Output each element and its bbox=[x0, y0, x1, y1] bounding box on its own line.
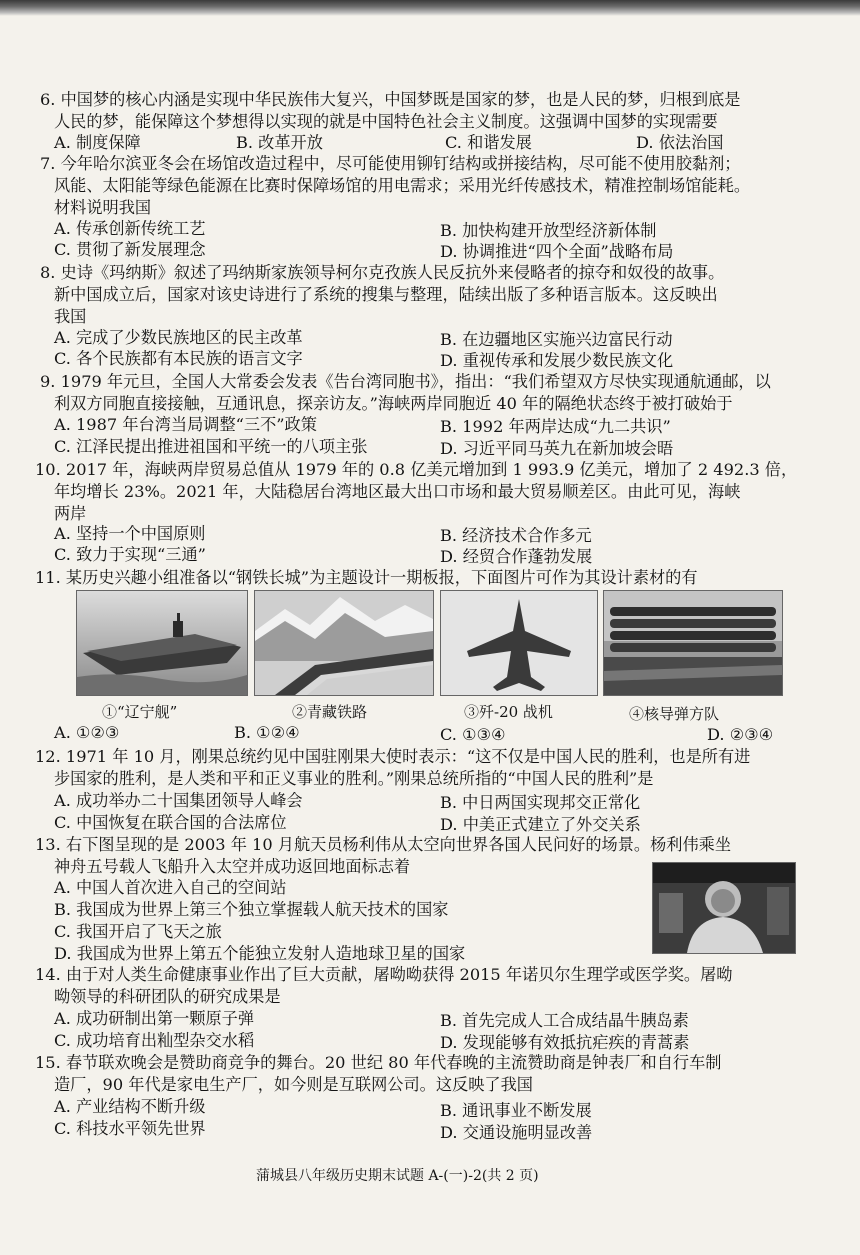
q9-stem-line-2: 利双方同胞直接接触，互通讯息，探亲访友。”海峡两岸同胞近 40 年的隔绝状态终于被打破始于 bbox=[54, 394, 733, 413]
q10-option-c: C. 致力于实现“三通” bbox=[54, 545, 206, 564]
page-footer: 蒲城县八年级历史期末试题 A-(一)-2(共 2 页) bbox=[256, 1168, 539, 1184]
astronaut-photo bbox=[652, 862, 796, 954]
q13-option-b: B. 我国成为世界上第三个独立掌握载人航天技术的国家 bbox=[54, 900, 449, 919]
q13-option-d: D. 我国成为世界上第五个能独立发射人造地球卫星的国家 bbox=[54, 944, 466, 963]
q9-option-d: D. 习近平同马英九在新加坡会晤 bbox=[440, 439, 674, 458]
q15-stem-line-1: 15. 春节联欢晚会是赞助商竞争的舞台。20 世纪 80 年代春晚的主流赞助商是钟表厂和自行车制 bbox=[35, 1053, 722, 1072]
q8-option-b: B. 在边疆地区实施兴边富民行动 bbox=[440, 330, 673, 349]
q12-option-d: D. 中美正式建立了外交关系 bbox=[440, 815, 641, 834]
photo-caption-2: ②青藏铁路 bbox=[292, 703, 368, 721]
q14-option-c: C. 成功培育出籼型杂交水稻 bbox=[54, 1031, 255, 1050]
q7-option-b: B. 加快构建开放型经济新体制 bbox=[440, 221, 657, 240]
q15-option-d: D. 交通设施明显改善 bbox=[440, 1123, 593, 1142]
q10-option-a: A. 坚持一个中国原则 bbox=[54, 524, 206, 543]
q15-option-b: B. 通讯事业不断发展 bbox=[440, 1101, 592, 1120]
q11-option-d: D. ②③④ bbox=[707, 725, 774, 744]
q13-option-a: A. 中国人首次进入自己的空间站 bbox=[54, 878, 287, 897]
q8-stem-line-1: 8. 史诗《玛纳斯》叙述了玛纳斯家族领导柯尔克孜族人民反抗外来侵略者的掠夺和奴役的故事。 bbox=[40, 263, 725, 282]
q12-option-b: B. 中日两国实现邦交正常化 bbox=[440, 793, 641, 812]
q8-option-c: C. 各个民族都有本民族的语言文字 bbox=[54, 349, 303, 368]
q8-stem-line-2: 新中国成立后，国家对该史诗进行了系统的搜集与整理，陆续出版了多种语言版本。这反映出 bbox=[54, 285, 718, 304]
photo-caption-1: ①“辽宁舰” bbox=[102, 703, 178, 721]
photo-caption-4: ④核导弹方队 bbox=[629, 705, 720, 723]
q15-stem-line-2: 造厂，90 年代是家电生产厂，如今则是互联网公司。这反映了我国 bbox=[54, 1075, 533, 1094]
q12-stem-line-1: 12. 1971 年 10 月，刚果总统约见中国驻刚果大使时表示：“这不仅是中国人民的胜利，也是所有进 bbox=[35, 747, 751, 766]
q7-stem-line-2: 风能、太阳能等绿色能源在比赛时保障场馆的用电需求；采用光纤传感技术，精准控制场馆能耗。 bbox=[54, 176, 751, 195]
photo-caption-3: ③歼-20 战机 bbox=[464, 703, 553, 721]
q10-stem-line-2: 年均增长 23%。2021 年，大陆稳居台湾地区最大出口市场和最大贸易顺差区。由此可见，海峡 bbox=[54, 482, 741, 501]
q6-option-b: B. 改革开放 bbox=[236, 133, 323, 152]
q6-option-a: A. 制度保障 bbox=[54, 133, 141, 152]
q7-stem-line-1: 7. 今年哈尔滨亚冬会在场馆改造过程中，尽可能使用铆钉结构或拼接结构，尽可能不使用胶黏剂； bbox=[40, 154, 741, 173]
q10-stem-line-1: 10. 2017 年，海峡两岸贸易总值从 1979 年的 0.8 亿美元增加到 1 993.9 亿美元，增加了 2 492.3 倍， bbox=[35, 460, 798, 479]
q13-stem-line-1: 13. 右下图呈现的是 2003 年 10 月航天员杨利伟从太空向世界各国人民问好的场景。杨利伟乘坐 bbox=[35, 835, 732, 854]
q7-stem-line-3: 材料说明我国 bbox=[54, 198, 152, 217]
q14-option-b: B. 首先完成人工合成结晶牛胰岛素 bbox=[440, 1011, 689, 1030]
q15-option-a: A. 产业结构不断升级 bbox=[54, 1097, 206, 1116]
q8-stem-line-3: 我国 bbox=[54, 307, 87, 326]
j20-fighter-photo bbox=[440, 590, 598, 696]
q14-option-d: D. 发现能够有效抵抗疟疾的青蒿素 bbox=[440, 1033, 690, 1052]
q12-stem-line-2: 步国家的胜利，是人类和平和正义事业的胜利。”刚果总统所指的“中国人民的胜利”是 bbox=[54, 769, 654, 788]
q12-option-c: C. 中国恢复在联合国的合法席位 bbox=[54, 813, 287, 832]
q9-stem-line-1: 9. 1979 年元旦，全国人大常委会发表《告台湾同胞书》，指出：“我们希望双方尽快实现通航通邮，以 bbox=[40, 372, 771, 391]
qinghai-tibet-railway-photo bbox=[254, 590, 434, 696]
q11-option-b: B. ①②④ bbox=[234, 723, 300, 742]
q14-option-a: A. 成功研制出第一颗原子弹 bbox=[54, 1009, 255, 1028]
q13-stem-line-2: 神舟五号载人飞船升入太空并成功返回地面标志着 bbox=[54, 857, 411, 876]
q6-stem-line-2: 人民的梦，能保障这个梦想得以实现的就是中国特色社会主义制度。这强调中国梦的实现需要 bbox=[54, 112, 718, 131]
liaoning-carrier-photo bbox=[76, 590, 248, 696]
q11-option-a: A. ①②③ bbox=[54, 723, 120, 742]
nuclear-missile-formation-photo bbox=[603, 590, 783, 696]
q6-stem-line-1: 6. 中国梦的核心内涵是实现中华民族伟大复兴，中国梦既是国家的梦，也是人民的梦，归根到底是 bbox=[40, 90, 741, 109]
q14-stem-line-1: 14. 由于对人类生命健康事业作出了巨大贡献，屠呦呦获得 2015 年诺贝尔生理学或医学奖。屠呦 bbox=[35, 965, 733, 984]
q15-option-c: C. 科技水平领先世界 bbox=[54, 1119, 206, 1138]
q9-option-a: A. 1987 年台湾当局调整“三不”政策 bbox=[54, 415, 317, 434]
q12-option-a: A. 成功举办二十国集团领导人峰会 bbox=[54, 791, 303, 810]
q9-option-b: B. 1992 年两岸达成“九二共识” bbox=[440, 417, 671, 436]
q8-option-d: D. 重视传承和发展少数民族文化 bbox=[440, 351, 674, 370]
q11-option-c: C. ①③④ bbox=[440, 725, 506, 744]
q10-stem-line-3: 两岸 bbox=[54, 504, 87, 523]
q14-stem-line-2: 呦领导的科研团队的研究成果是 bbox=[54, 987, 281, 1006]
q9-option-c: C. 江泽民提出推进祖国和平统一的八项主张 bbox=[54, 437, 368, 456]
q10-option-d: D. 经贸合作蓬勃发展 bbox=[440, 547, 593, 566]
q6-option-c: C. 和谐发展 bbox=[445, 133, 532, 152]
q11-stem-line-1: 11. 某历史兴趣小组准备以“钢铁长城”为主题设计一期板报，下面图片可作为其设计素材的有 bbox=[35, 568, 698, 587]
q13-option-c: C. 我国开启了飞天之旅 bbox=[54, 922, 222, 941]
q7-option-a: A. 传承创新传统工艺 bbox=[54, 219, 206, 238]
q7-option-c: C. 贯彻了新发展理念 bbox=[54, 240, 206, 259]
q7-option-d: D. 协调推进“四个全面”战略布局 bbox=[440, 242, 674, 261]
q10-option-b: B. 经济技术合作多元 bbox=[440, 526, 592, 545]
q8-option-a: A. 完成了少数民族地区的民主改革 bbox=[54, 328, 303, 347]
q6-option-d: D. 依法治国 bbox=[636, 133, 724, 152]
